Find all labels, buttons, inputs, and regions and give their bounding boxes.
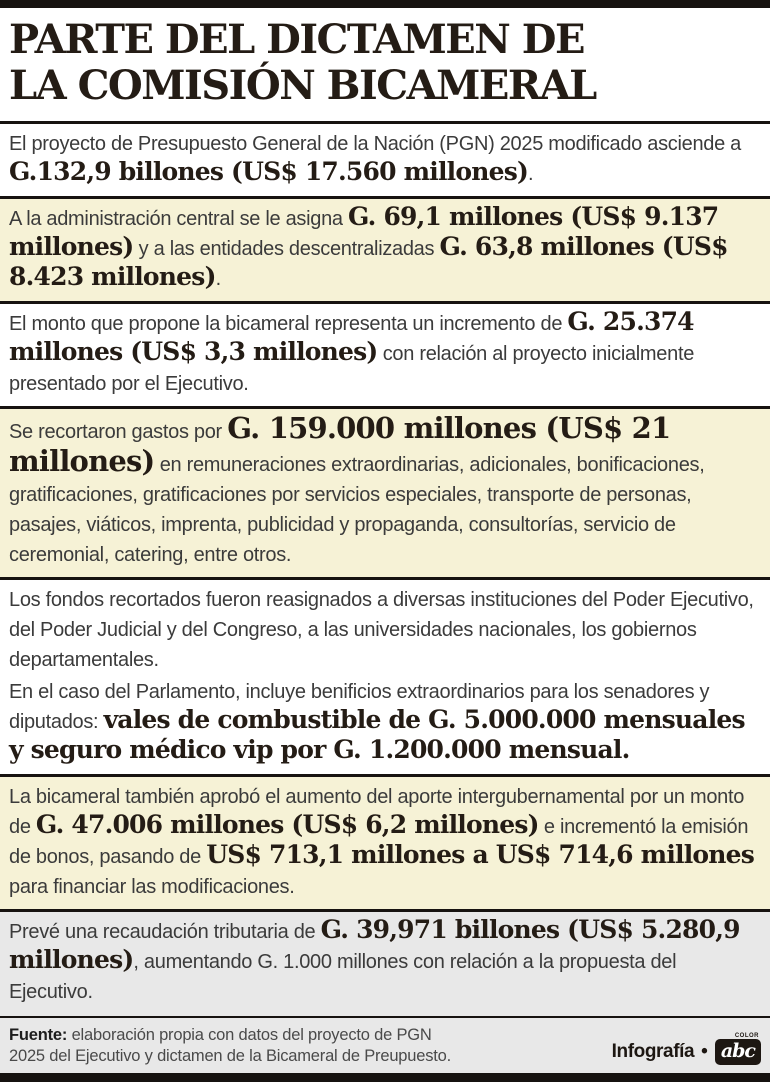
- highlight-figure: G. 39,971 billones (US$ 5.280,9 millones): [9, 915, 740, 975]
- credit: [611, 1033, 761, 1067]
- credit-bullet-icon: •: [701, 1041, 708, 1063]
- abc-logo-text: abc: [715, 1039, 761, 1065]
- top-black-bar: [0, 0, 770, 8]
- highlight-figure: G. 47.006 millones (US$ 6,2 millones): [35, 810, 539, 840]
- body-text: con relación al proyecto inicialmente presentado por el Ejecutivo.: [9, 343, 695, 396]
- info-section: [0, 406, 770, 577]
- body-text: El monto que propone la bicameral representa un incremento de: [9, 313, 568, 336]
- info-section: [0, 774, 770, 909]
- section-paragraph: [9, 677, 761, 767]
- body-text: A la administración central se le asigna: [9, 208, 348, 231]
- section-paragraph: [9, 204, 761, 294]
- info-section: [0, 301, 770, 406]
- abc-color-logo: [715, 1033, 761, 1065]
- credit-label: Infografía: [611, 1041, 695, 1063]
- section-paragraph: [9, 411, 761, 570]
- source-note: [9, 1025, 459, 1067]
- section-paragraph: [9, 309, 761, 399]
- body-text: en remuneraciones extraordinarias, adicionales, bonificaciones, gratificaciones, gratificaciones por servicios especiales, transporte de personas, pasajes, viáticos, imprenta, publicidad y propaganda, consultorías, servicio de ceremonial, catering, entre otros.: [9, 454, 705, 567]
- highlight-figure: G. 25.374 millones (US$ 3,3 millones): [9, 307, 694, 367]
- page-title-line1: PARTE DEL DICTAMEN DE: [9, 16, 584, 63]
- info-section: [0, 577, 770, 774]
- body-text: y a las entidades descentralizadas: [133, 238, 440, 261]
- body-text: La bicameral también aprobó el aumento del aporte intergubernamental por un monto de: [9, 786, 745, 839]
- section-paragraph: [9, 585, 761, 675]
- section-paragraph: [9, 917, 761, 1007]
- body-text: Se recortaron gastos por: [9, 421, 228, 444]
- body-text: Prevé una recaudación tributaria de: [9, 921, 321, 944]
- footer: [0, 1016, 770, 1073]
- body-text: El proyecto de Presupuesto General de la Nación (PGN) 2025 modificado asciende a: [9, 133, 741, 156]
- body-text: En el caso del Parlamento, incluye benificios extraordinarios para los senadores y diputados:: [9, 681, 710, 734]
- body-text: para financiar las modificaciones.: [9, 876, 295, 899]
- page-title-line2: LA COMISIÓN BICAMERAL: [9, 61, 596, 109]
- sections-container: [0, 121, 770, 1014]
- body-text: .: [528, 163, 534, 186]
- source-label: Fuente:: [9, 1026, 68, 1045]
- source-text: elaboración propia con datos del proyecto de PGN 2025 del Ejecutivo y dictamen de la Bicameral de Preupuesto.: [9, 1026, 452, 1066]
- highlight-figure: G. 69,1 millones (US$ 9.137 millones): [9, 202, 719, 262]
- section-paragraph: [9, 782, 761, 902]
- body-text: Los fondos recortados fueron reasignados a diversas instituciones del Poder Ejecutivo, del Poder Judicial y del Congreso, a las universidades nacionales, los gobiernos departamentales.: [9, 589, 754, 672]
- highlight-figure: vales de combustible de G. 5.000.000 mensuales y seguro médico vip por G. 1.200.000 mensual.: [9, 705, 745, 765]
- highlight-figure: G.132,9 billones (US$ 17.560 millones): [9, 157, 529, 187]
- bottom-black-bar: [0, 1073, 770, 1082]
- highlight-figure: G. 63,8 millones (US$ 8.423 millones): [9, 232, 728, 292]
- info-section: [0, 196, 770, 301]
- section-paragraph: [9, 129, 761, 189]
- body-text: e incrementó la emisión de bonos, pasando de: [9, 816, 749, 869]
- body-text: .: [215, 268, 221, 291]
- page-title: [0, 8, 770, 121]
- info-section: [0, 909, 770, 1014]
- highlight-figure: G. 159.000 millones (US$ 21 millones): [9, 411, 671, 479]
- info-section: [0, 121, 770, 196]
- highlight-figure: US$ 713,1 millones a US$ 714,6 millones: [206, 840, 755, 870]
- abc-logo-small-text: COLOR: [734, 1033, 759, 1040]
- body-text: , aumentando G. 1.000 millones con relación a la propuesta del Ejecutivo.: [9, 951, 677, 1004]
